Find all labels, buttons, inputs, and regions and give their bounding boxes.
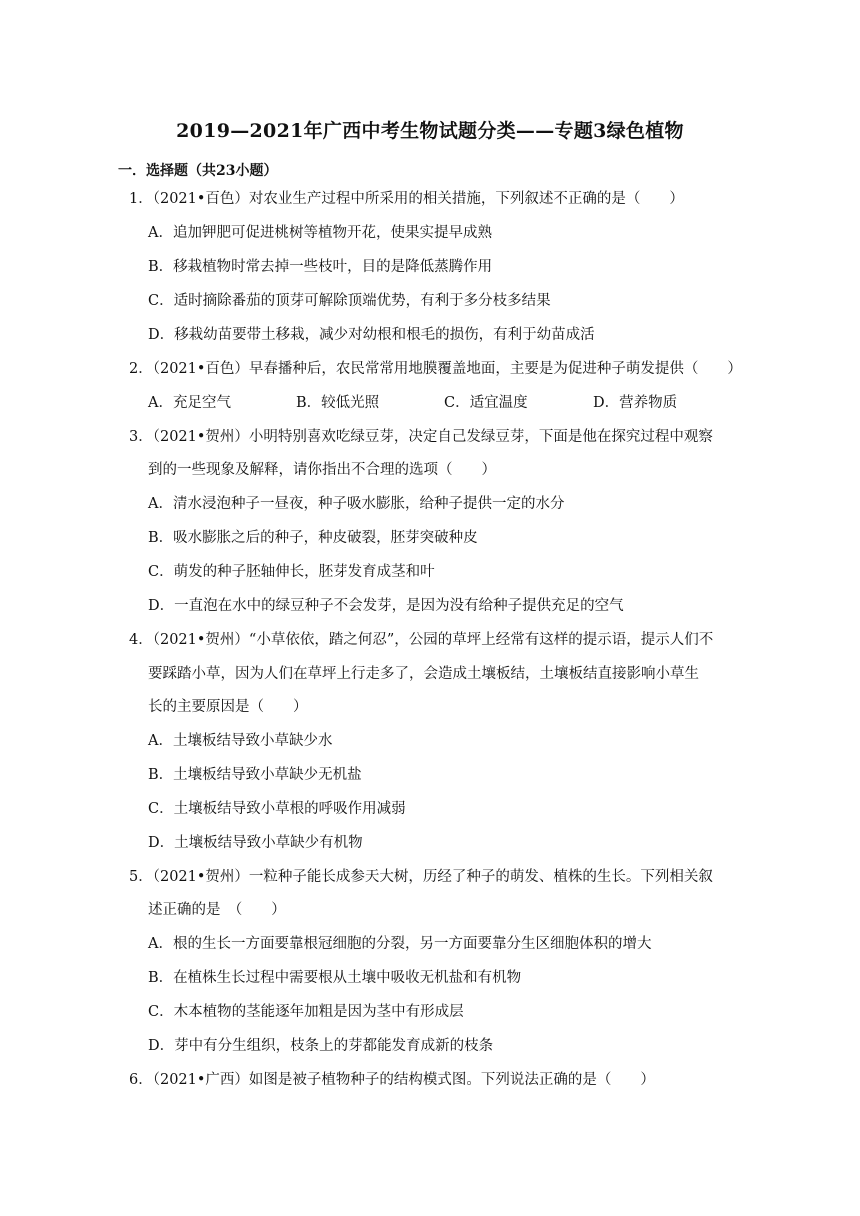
question-3-option-b: B．吸水膨胀之后的种子，种皮破裂，胚芽突破种皮	[148, 530, 478, 546]
question-3-stem-line-2: 到的一些现象及解释，请你指出不合理的选项（ ）	[148, 462, 496, 478]
question-5-option-a: A．根的生长一方面要靠根冠细胞的分裂，另一方面要靠分生区细胞体积的增大	[148, 936, 652, 952]
document-title: 2019—2021年广西中考生物试题分类——专题3绿色植物	[176, 120, 684, 142]
question-5-stem-line-2: 述正确的是 （ ）	[148, 902, 286, 918]
question-1-option-a: A．追加钾肥可促进桃树等植物开花，使果实提早成熟	[148, 225, 492, 241]
question-5-option-d: D．芽中有分生组织，枝条上的芽都能发育成新的枝条	[148, 1038, 494, 1054]
question-4-stem-line-1: 4．（2021•贺州）“小草依依，踏之何忍”，公园的草坪上经常有这样的提示语，提示人们不	[129, 632, 714, 648]
question-1-option-d: D．移栽幼苗要带土移栽，减少对幼根和根毛的损伤，有利于幼苗成活	[148, 327, 595, 343]
question-2-option-b: B．较低光照	[296, 395, 380, 411]
question-4-option-b: B．土壤板结导致小草缺少无机盐	[148, 767, 362, 783]
question-5-option-b: B．在植株生长过程中需要根从土壤中吸收无机盐和有机物	[148, 970, 522, 986]
question-4-option-d: D．土壤板结导致小草缺少有机物	[148, 835, 363, 851]
question-4-option-a: A．土壤板结导致小草缺少水	[148, 733, 333, 749]
question-2-option-d: D．营养物质	[593, 395, 678, 411]
question-3-stem-line-1: 3．（2021•贺州）小明特别喜欢吃绿豆芽，决定自己发绿豆芽，下面是他在探究过程中观察	[129, 429, 713, 445]
question-4-stem-line-3: 长的主要原因是（ ）	[148, 699, 308, 715]
question-2-option-a: A．充足空气	[148, 395, 231, 411]
question-3-option-c: C．萌发的种子胚轴伸长，胚芽发育成茎和叶	[148, 564, 435, 580]
question-2-stem: 2．（2021•百色）早春播种后，农民常常用地膜覆盖地面，主要是为促进种子萌发提供（ ）	[129, 361, 742, 377]
question-1-option-c: C．适时摘除番茄的顶芽可解除顶端优势，有利于多分枝多结果	[148, 293, 551, 309]
question-3-option-a: A．清水浸泡种子一昼夜，种子吸水膨胀，给种子提供一定的水分	[148, 496, 565, 512]
question-2-option-c: C．适宜温度	[444, 395, 528, 411]
question-5-option-c: C．木本植物的茎能逐年加粗是因为茎中有形成层	[148, 1004, 464, 1020]
question-1-option-b: B．移栽植物时常去掉一些枝叶，目的是降低蒸腾作用	[148, 259, 493, 275]
question-6-stem: 6．（2021•广西）如图是被子植物种子的结构模式图。下列说法正确的是（ ）	[129, 1072, 655, 1088]
section-heading: 一．选择题（共23小题）	[118, 163, 278, 179]
question-3-option-d: D．一直泡在水中的绿豆种子不会发芽，是因为没有给种子提供充足的空气	[148, 598, 624, 614]
question-4-stem-line-2: 要踩踏小草，因为人们在草坪上行走多了，会造成土壤板结，土壤板结直接影响小草生	[148, 666, 699, 682]
question-4-option-c: C．土壤板结导致小草根的呼吸作用减弱	[148, 801, 406, 817]
question-5-stem-line-1: 5．（2021•贺州）一粒种子能长成参天大树，历经了种子的萌发、植株的生长。下列相关叙	[129, 869, 713, 885]
question-1-stem: 1．（2021•百色）对农业生产过程中所采用的相关措施，下列叙述不正确的是（ ）	[129, 191, 684, 207]
